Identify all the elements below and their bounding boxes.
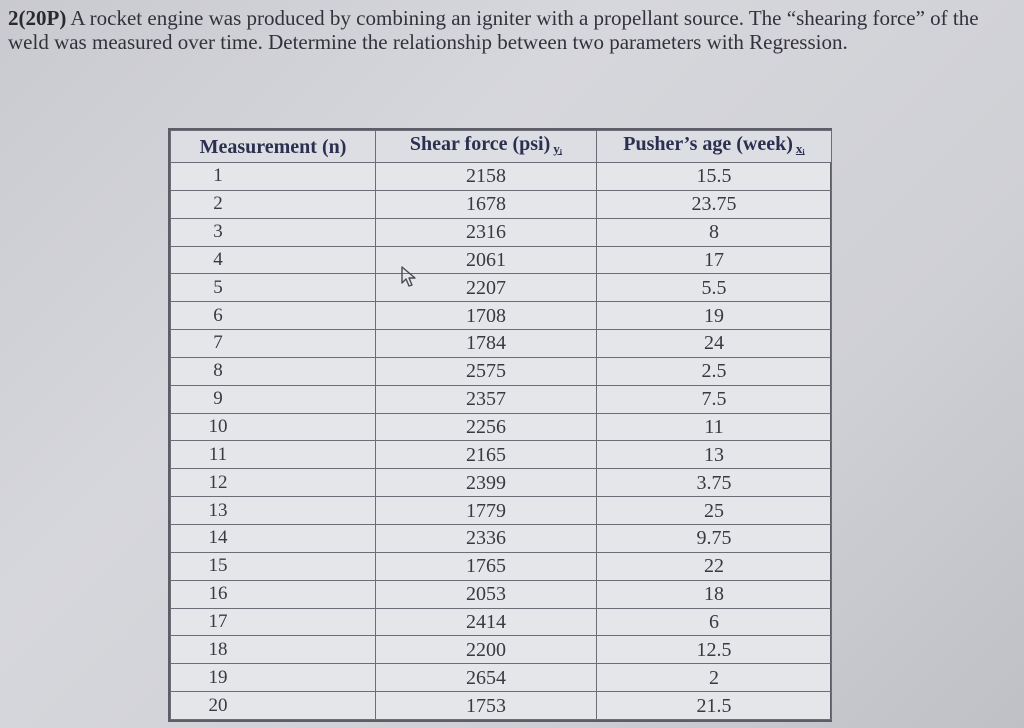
cell-pusher-age: 18 [597, 580, 832, 608]
table-row [171, 552, 832, 580]
cell-measurement: 20 [171, 692, 376, 720]
cell-measurement: 10 [171, 413, 376, 441]
cell-pusher-age: 2 [597, 664, 832, 692]
table-row [171, 580, 832, 608]
table-row [171, 497, 832, 525]
cell-pusher-age: 19 [597, 302, 832, 330]
header-shear-force-label: Shear force (psi) [409, 133, 551, 155]
cell-pusher-age: 25 [597, 497, 832, 525]
table-row [171, 190, 832, 218]
table-row [171, 413, 832, 441]
table-row [171, 357, 832, 385]
cell-measurement: 15 [171, 552, 376, 580]
cell-measurement: 16 [171, 580, 376, 608]
cell-shear-force: 2414 [376, 608, 597, 636]
cell-measurement: 6 [171, 302, 376, 330]
cell-shear-force: 2575 [376, 357, 597, 385]
problem-statement [8, 6, 1008, 54]
cell-measurement: 2 [171, 190, 376, 218]
table-row [171, 330, 832, 358]
cell-measurement: 1 [171, 163, 376, 191]
table-body [171, 163, 832, 720]
cell-pusher-age: 9.75 [597, 524, 832, 552]
header-shear-force [376, 131, 597, 163]
table-row [171, 608, 832, 636]
cell-shear-force: 2200 [376, 636, 597, 664]
table-row [171, 664, 832, 692]
cell-shear-force: 2357 [376, 385, 597, 413]
table-row [171, 524, 832, 552]
problem-label: 2(20P) [8, 6, 67, 30]
cell-pusher-age: 12.5 [597, 636, 832, 664]
cell-pusher-age: 13 [597, 441, 832, 469]
cell-pusher-age: 7.5 [597, 385, 832, 413]
cell-pusher-age: 17 [597, 246, 832, 274]
cell-shear-force: 2165 [376, 441, 597, 469]
cell-pusher-age: 11 [597, 413, 832, 441]
cell-measurement: 9 [171, 385, 376, 413]
cell-shear-force: 2256 [376, 413, 597, 441]
cell-pusher-age: 22 [597, 552, 832, 580]
cell-pusher-age: 8 [597, 218, 832, 246]
cell-pusher-age: 23.75 [597, 190, 832, 218]
table-row [171, 385, 832, 413]
table-row [171, 441, 832, 469]
table-row [171, 692, 832, 720]
cell-pusher-age: 3.75 [597, 469, 832, 497]
cell-measurement: 8 [171, 357, 376, 385]
cell-shear-force: 1765 [376, 552, 597, 580]
cell-shear-force: 2654 [376, 664, 597, 692]
cell-measurement: 3 [171, 218, 376, 246]
header-measurement: Measurement (n) [171, 131, 376, 163]
cell-shear-force: 2316 [376, 218, 597, 246]
cell-pusher-age: 6 [597, 608, 832, 636]
table-row [171, 636, 832, 664]
problem-text: A rocket engine was produced by combining an igniter with a propellant source. The “shearing force” of the weld was measured over time. Determine the relationship between two parameters with Regression. [8, 6, 979, 54]
cell-shear-force: 1678 [376, 190, 597, 218]
cell-shear-force: 2336 [376, 524, 597, 552]
data-table-container [168, 128, 832, 722]
cell-measurement: 4 [171, 246, 376, 274]
table-header-row [171, 131, 832, 163]
cell-pusher-age: 21.5 [597, 692, 832, 720]
cell-shear-force: 1753 [376, 692, 597, 720]
cell-measurement: 12 [171, 469, 376, 497]
cell-pusher-age: 24 [597, 330, 832, 358]
cell-shear-force: 2053 [376, 580, 597, 608]
header-age-var: xᵢ [795, 141, 805, 156]
table-row [171, 302, 832, 330]
table-row [171, 469, 832, 497]
cell-measurement: 14 [171, 524, 376, 552]
header-shear-var: yᵢ [553, 141, 563, 156]
table-row [171, 163, 832, 191]
header-pusher-age-label: Pusher’s age (week) [623, 133, 793, 155]
table-row [171, 274, 832, 302]
cell-measurement: 18 [171, 636, 376, 664]
cell-measurement: 13 [171, 497, 376, 525]
cell-shear-force: 1708 [376, 302, 597, 330]
table-row [171, 218, 832, 246]
cell-shear-force: 1779 [376, 497, 597, 525]
cell-measurement: 5 [171, 274, 376, 302]
cell-pusher-age: 2.5 [597, 357, 832, 385]
cell-shear-force: 2207 [376, 274, 597, 302]
cell-shear-force: 2158 [376, 163, 597, 191]
cell-measurement: 19 [171, 664, 376, 692]
cell-measurement: 11 [171, 441, 376, 469]
cell-shear-force: 1784 [376, 330, 597, 358]
table-row [171, 246, 832, 274]
data-table [170, 130, 832, 720]
cell-measurement: 7 [171, 330, 376, 358]
cell-pusher-age: 5.5 [597, 274, 832, 302]
mouse-pointer-icon [400, 266, 418, 288]
header-pusher-age [597, 131, 832, 163]
cell-pusher-age: 15.5 [597, 163, 832, 191]
cell-shear-force: 2399 [376, 469, 597, 497]
cell-measurement: 17 [171, 608, 376, 636]
cell-shear-force: 2061 [376, 246, 597, 274]
